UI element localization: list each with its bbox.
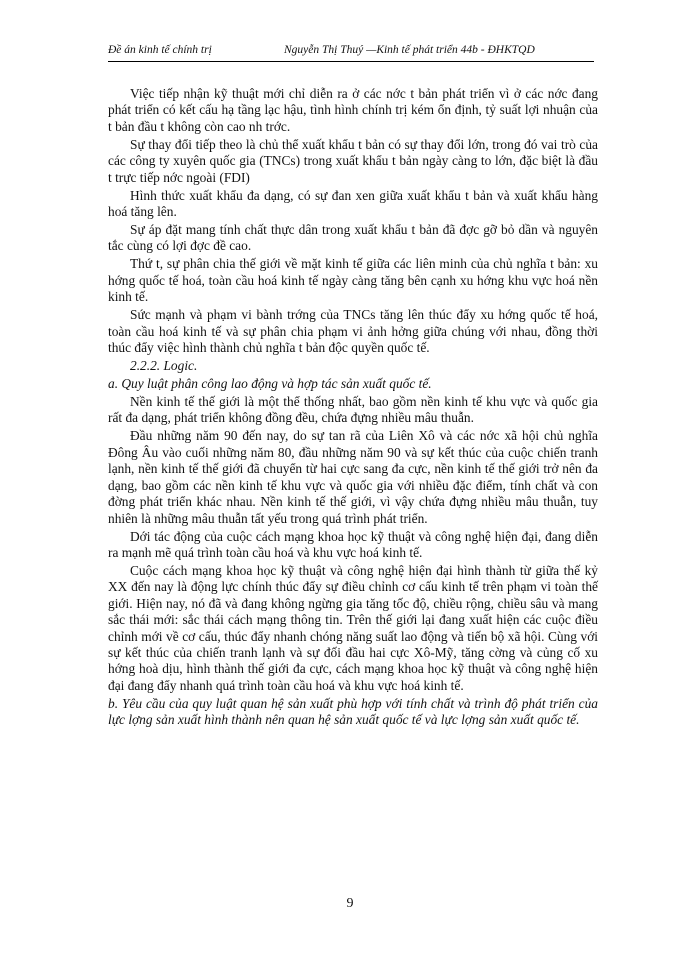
paragraph: Dới tác động của cuộc cách mạng khoa học kỹ thuật và công nghệ hiện đại, đang diễn ra mạnh mẽ quá trình toàn cầu hoá và khu vực hoá kinh tế. — [108, 528, 598, 560]
paragraph: Sự áp đặt mang tính chất thực dân trong xuất khẩu t bản đã đợc gỡ bỏ dần và nguyên tắc cùng có lợi đợc đề cao. — [108, 222, 598, 254]
paragraph: Việc tiếp nhận kỹ thuật mới chỉ diễn ra ở các nớc t bản phát triển vì ở các nớc đang phát triển có kết cấu hạ tầng lạc hậu, tình hình chính trị kém ổn định, tỷ suất lợi nhuận của t bản đầu t không còn cao nh trớc. — [108, 86, 598, 134]
header-document-title: Đề án kinh tế chính trị — [108, 44, 212, 56]
paragraph: Thứ t, sự phân chia thế giới về mặt kinh tế giữa các liên minh của chủ nghĩa t bản: xu hớng quốc tế hoá, toàn cầu hoá kinh tế ngày càng tăng bên cạnh xu hớng khu vực hoá nền kinh tế. — [108, 256, 598, 305]
section-heading: 2.2.2. Logic. — [130, 358, 198, 374]
page-header — [108, 40, 594, 60]
header-rule — [108, 61, 594, 62]
subsection-heading: b. Yêu cầu của quy luật quan hệ sản xuất phù hợp với tính chất và trình độ phát triển của lực lợng sản xuất hình thành nên quan hệ sản xuất quốc tế và lực lợng sản xuất quốc tế. — [108, 695, 598, 728]
paragraph: Nền kinh tế thế giới là một thể thống nhất, bao gồm nền kinh tế khu vực và quốc gia rất đa dạng, phát triển không đồng đều, chứa đựng nhiều mâu thuẫn. — [108, 394, 598, 426]
paragraph: Cuộc cách mạng khoa học kỹ thuật và công nghệ hiện đại hình thành từ giữa thế kỷ XX đến nay là động lực chính thúc đẩy sự điều chỉnh cơ cấu kinh tế trên phạm vi toàn thế giới. Hiện nay, nó đã và đang không ngừng gia tăng tốc độ, chiều rộng, chiều sâu và mang sắc thái mới: sắc thái cách mạng thông tin. Trên thế giới lại đang xuất hiện các cuộc điều chỉnh mới về cơ cấu, thúc đẩy nhanh chóng năng suất lao động và tiến bộ xã hội. Cùng với sự kết thúc của chiến tranh lạnh và sự đối đầu hai cực Xô-Mỹ, tăng cờng và củng cố xu hớng hoà dịu, hình thành thế giới đa cực, cách mạng khoa học kỹ thuật và công nghệ hiện đại đang đẩy nhanh quá trình toàn cầu hoá và khu vực hoá kinh tế. — [108, 562, 598, 693]
paragraph: Sức mạnh và phạm vi bành trớng của TNCs tăng lên thúc đẩy xu hớng quốc tế hoá, toàn cầu hoá kinh tế và sự phân chia phạm vi ảnh hởng giữa chúng với nhau, đồng thời thúc đẩy việc hình thành chủ nghĩa t bản độc quyền quốc tế. — [108, 307, 598, 356]
paragraph: Đầu những năm 90 đến nay, do sự tan rã của Liên Xô và các nớc xã hội chủ nghĩa Đông Âu vào cuối những năm 80, đầu những năm 90 và sự kết thúc của cuộc chiến tranh lạnh, nền kinh tế thế giới đã chuyển từ hai cực sang đa cực, nền kinh tế thế giới trở nên đa dạng, bao gồm các nền kinh tế khu vực và quốc gia với nhiều đặc điểm, tính chất và con đờng phát triển khác nhau. Nền kinh tế thế giới, vì vậy chứa đựng nhiều mâu thuẫn, tuy nhiên là những mâu thuẫn tất yếu trong quá trình phát triển. — [108, 428, 598, 526]
subsection-heading: a. Quy luật phân công lao động và hợp tác sản xuất quốc tế. — [108, 376, 432, 392]
page-body — [108, 86, 598, 730]
paragraph: Sự thay đổi tiếp theo là chủ thể xuất khẩu t bản có sự thay đổi lớn, trong đó vai trò của các công ty xuyên quốc gia (TNCs) trong xuất khẩu t bản ngày càng to lớn, đặc biệt là đầu t trực tiếp nớc ngoài (FDI) — [108, 136, 598, 185]
header-author-info: Nguyễn Thị Thuý —Kinh tế phát triển 44b - ĐHKTQD — [284, 44, 535, 56]
paragraph: Hình thức xuất khẩu đa dạng, có sự đan xen giữa xuất khẩu t bản và xuất khẩu hàng hoá tăng lên. — [108, 187, 598, 220]
page-number: 9 — [346, 896, 354, 911]
